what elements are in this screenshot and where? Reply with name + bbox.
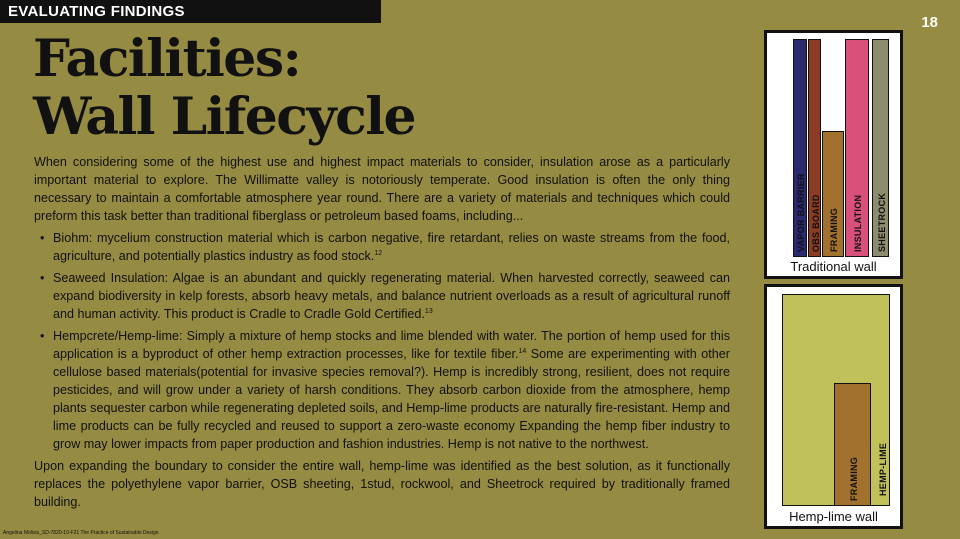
bar-obs-board [808, 39, 821, 257]
bar-label: FRAMING [848, 456, 859, 501]
hemp-lime-wall-diagram [764, 284, 903, 529]
bar-sheetrock [872, 39, 889, 257]
reference-number: 13 [424, 307, 433, 315]
list-item-biohm [34, 229, 730, 265]
body-text [34, 153, 730, 515]
list-item-text: Hempcrete/Hemp-lime: Simply a mixture of hemp stocks and lime blended with water. The portion of hemp used for this application is a byproduct of other hemp extraction processes, like for textile fiber. [53, 329, 730, 361]
bar-label: INSULATION [853, 194, 863, 252]
hemp-lime-label: HEMP-LIME [878, 442, 888, 496]
list-item-seaweed [34, 269, 730, 323]
bar-vapor-barrier [793, 39, 807, 257]
bar-label: VAPOR BARRIER [796, 173, 806, 252]
bar-framing [834, 383, 871, 506]
title-line-1: Facilities: [33, 29, 301, 89]
page-title [33, 30, 415, 146]
bar-label: FRAMING [829, 207, 839, 252]
bar-label: SHEETROCK [876, 192, 887, 252]
bar-label: OBS BOARD [810, 194, 821, 252]
reference-number: 14 [518, 347, 527, 355]
bar-framing [822, 131, 844, 257]
section-label: EVALUATING FINDINGS [0, 0, 381, 23]
bar-insulation [845, 39, 869, 257]
list-item-hempcrete [34, 327, 730, 453]
footer-credit: Angelina Molisis_SD-7820-10-F21 The Practice of Sustainable Design [3, 530, 159, 536]
reference-number: 12 [374, 249, 383, 257]
list-item-text: Biohm: mycelium construction material which is carbon negative, fire retardant, relies on waste streams from the food, agriculture, and potentially plastics industry as food stock. [53, 231, 730, 263]
hemp-lime-wall-caption: Hemp-lime wall [789, 509, 878, 524]
traditional-wall-diagram [764, 30, 903, 279]
conclusion-paragraph: Upon expanding the boundary to consider the entire wall, hemp-lime was identified as the best solution, as it functionally replaces the polyethylene vapor barrier, OSB sheeting, 1stud, rockwool, and Sheetrock required by traditionally framed building. [34, 459, 730, 509]
traditional-wall-caption: Traditional wall [790, 259, 877, 274]
page-number: 18 [921, 14, 938, 31]
list-item-text: Seaweed Insulation: Algae is an abundant and quickly regenerating material. When harvested correctly, seaweed can expand biodiversity in kelp forests, absorb heavy metals, and balance nutrient overloads as a result of agricultural runoff and human activity. This product is Cradle to Cradle Gold Certified. [53, 271, 730, 321]
intro-paragraph: When considering some of the highest use and highest impact materials to consider, insulation arose as a particularly important material to explore. The Willimatte valley is notoriously temperate. Good insulation is often the only thing necessary to maintain a comfortable atmosphere year round. There are a variety of materials and techniques which could preform this task better than traditional fiberglass or petroleum based foams, including... [34, 155, 730, 223]
list-item-text-continued: Some are experimenting with other cellulose based materials(potential for invasive species removal?). Hemp is incredibly strong, resilient, does not require pesticides, and will grow under a variety of harsh conditions. They absorb carbon dioxide from the atmosphere, hemp plants sequester carbon while regenerating depleted soils, and Hemp-lime products are naturally fire-resistant. Hemp and lime products can be fully recycled and reused to support a zero-waste economy Expanding the hemp fiber industry to grow may lower impacts from paper production and fashion industries. Hemp is not native to the northwest. [53, 347, 731, 451]
material-list [34, 229, 730, 453]
title-line-2: Wall Lifecycle [33, 87, 416, 147]
